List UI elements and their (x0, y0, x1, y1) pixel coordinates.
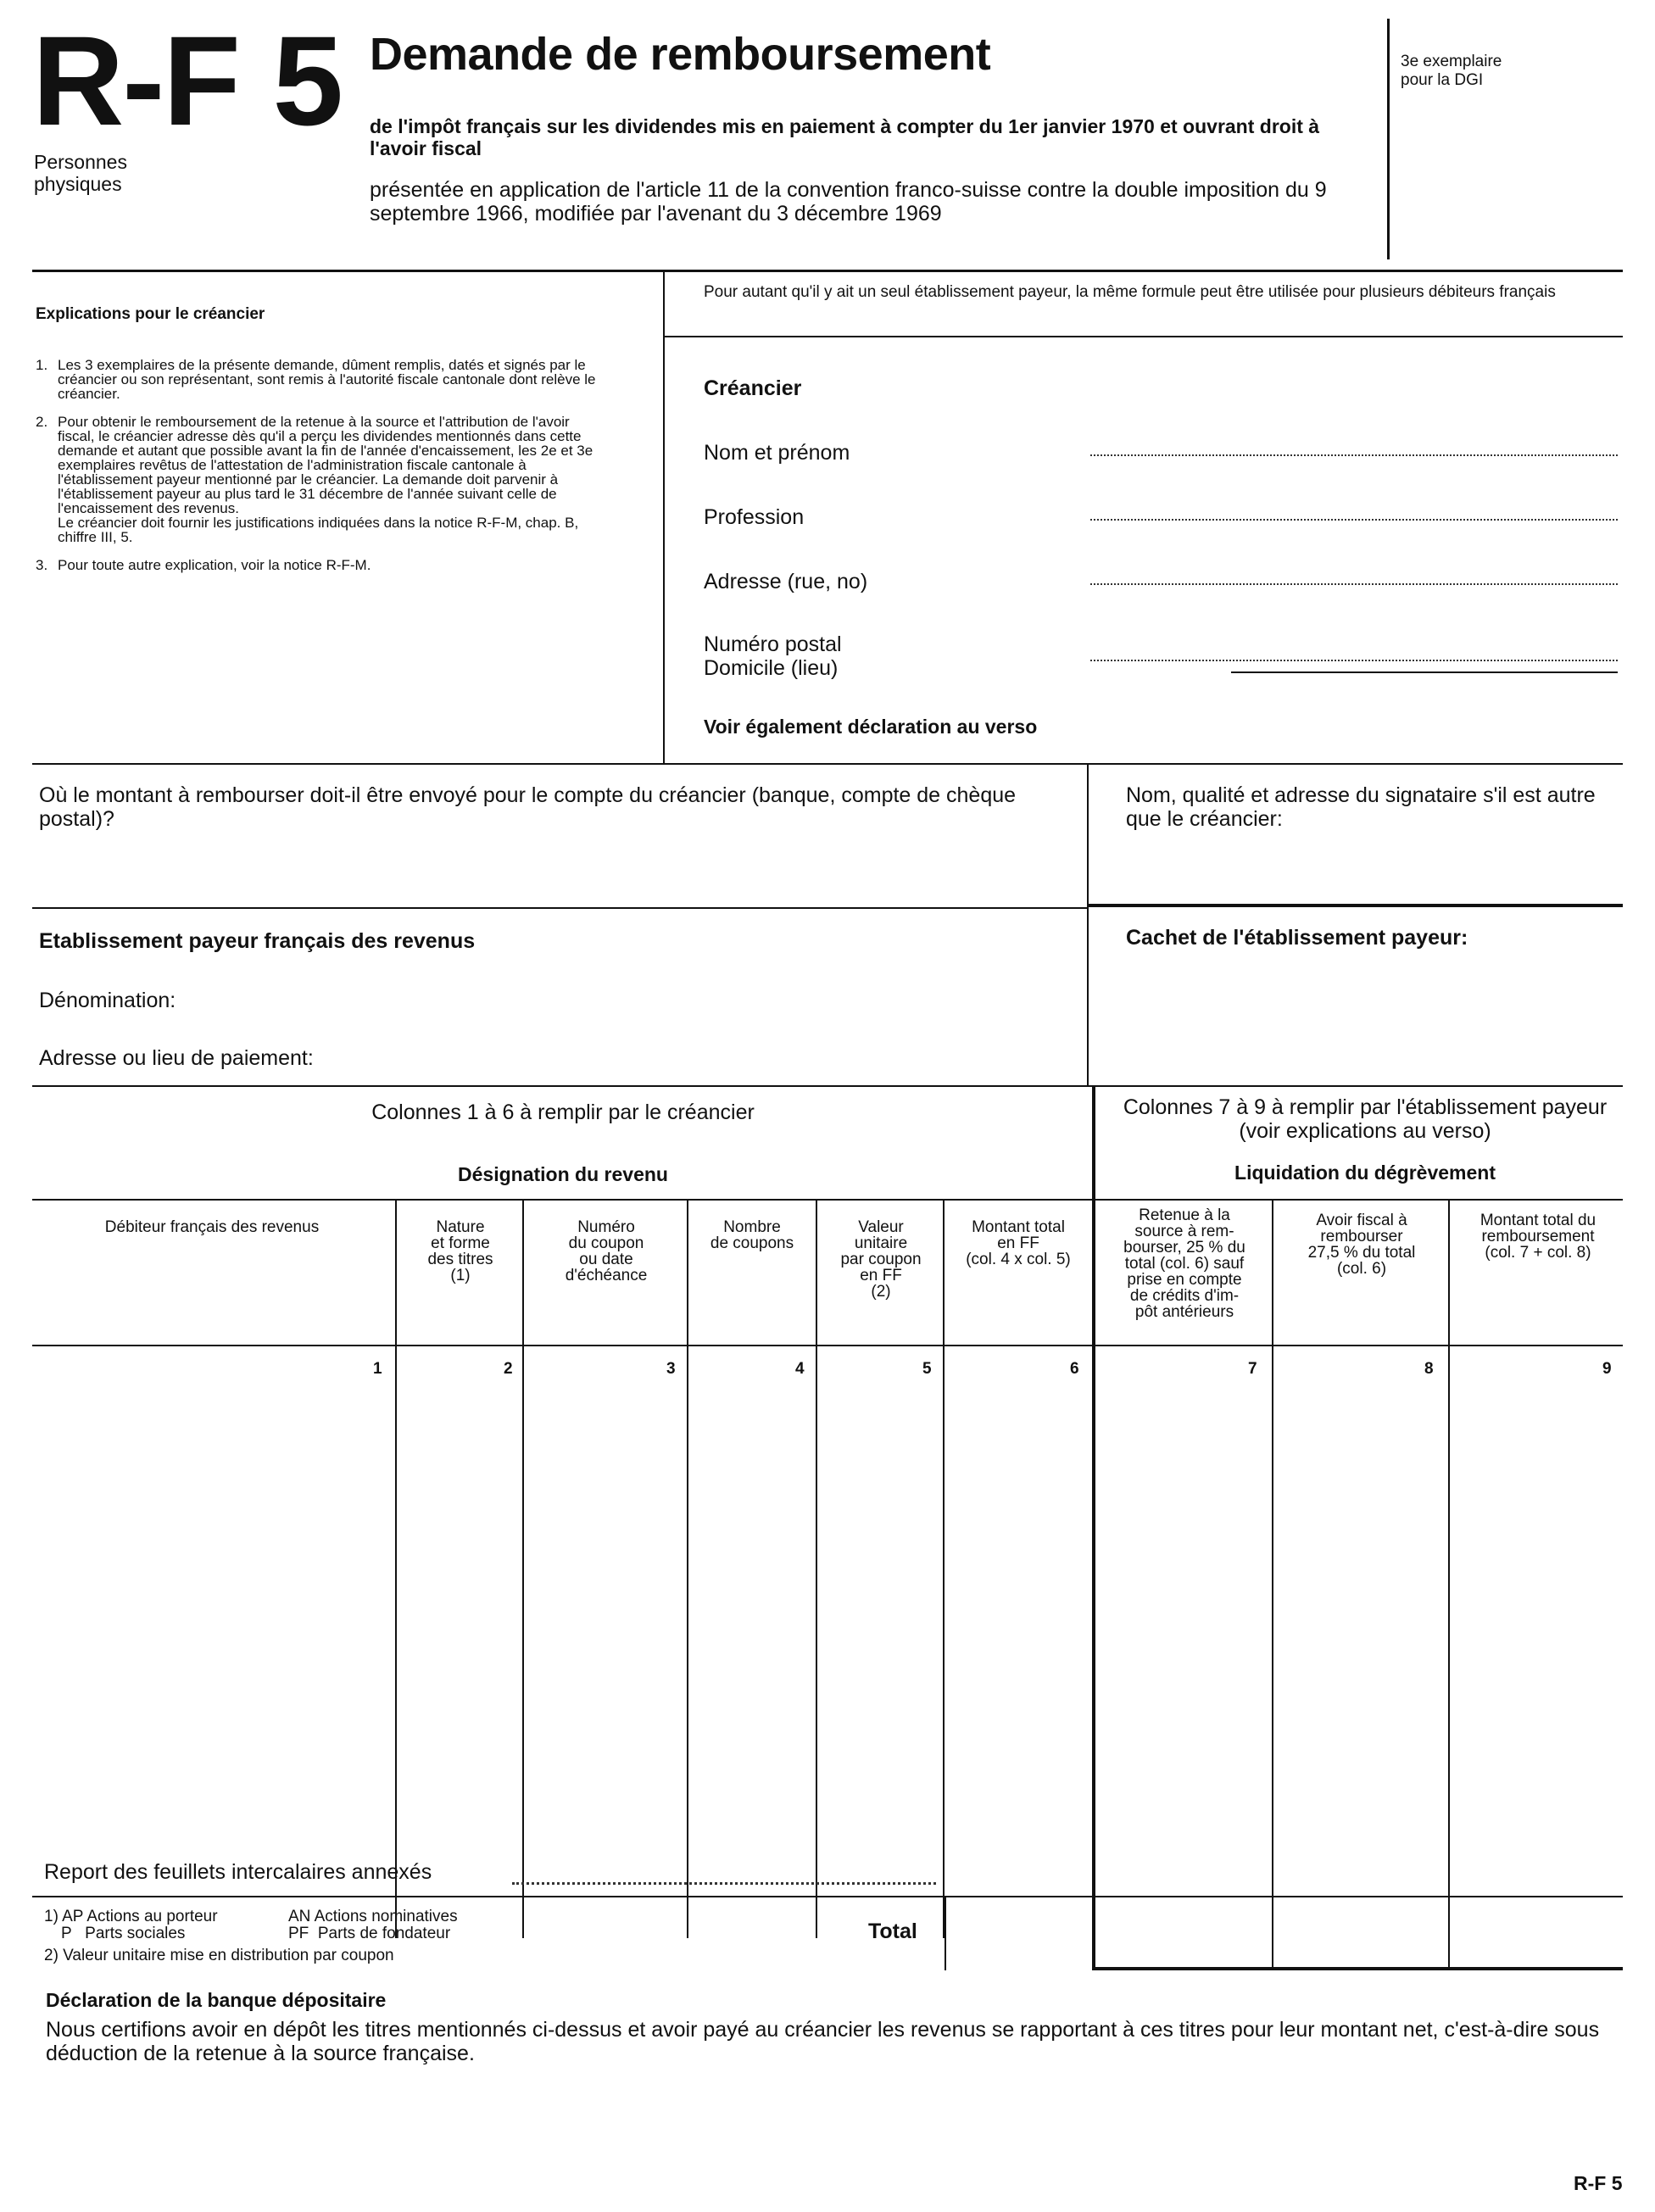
footnote-pf: PF Parts de fondateur (288, 1925, 451, 1942)
section-rule-1 (32, 763, 1623, 765)
col5-header: Valeur unitaire par coupon en FF (2) (840, 1218, 922, 1301)
profession-label: Profession (704, 505, 805, 529)
col8-number: 8 (1424, 1360, 1434, 1378)
section-rule-3 (32, 1085, 1623, 1087)
col4-header: Nombre de coupons (710, 1218, 794, 1252)
person-type: Personnes physiques (34, 151, 127, 195)
left-group-heading: Colonnes 1 à 6 à remplir par le créancier (371, 1100, 755, 1124)
section-rule-2 (32, 907, 1087, 909)
table-number-rule (32, 1345, 1623, 1346)
footer-code: R-F 5 (1574, 2172, 1623, 2194)
see-also-note: Voir également déclaration au verso (704, 716, 1038, 738)
col5-number: 5 (922, 1360, 932, 1378)
postal-domicile-field[interactable] (1090, 660, 1618, 661)
domicile-underline (1231, 671, 1618, 673)
col6-number: 6 (1070, 1360, 1079, 1378)
footnote-2: 2) Valeur unitaire mise en distribution par coupon (44, 1947, 394, 1964)
payment-divider (1087, 763, 1089, 1085)
form-presentation: présentée en application de l'article 11 de la convention franco-suisse contre la double imposition du 9 septembre 1966, modifiée par l'avenant du 3 décembre 1969 (370, 178, 1327, 226)
denomination-label: Dénomination: (39, 989, 176, 1012)
col8-header: Avoir fiscal à rembourser 27,5 % du total (col. 6) (1307, 1212, 1416, 1278)
establishment-heading: Etablissement payeur français des revenus (39, 929, 476, 953)
header-divider (1387, 19, 1390, 259)
col6-header: Montant total en FF (col. 4 x col. 5) (966, 1218, 1071, 1268)
header-rule (32, 270, 1623, 272)
explanation-item: 2. Pour obtenir le remboursement de la retenue à la source et l'attribution de l'avoir fiscal, le créancier adresse dès qu'il a perçu les dividendes mentionnés dans cette demande et autant que possible avant la fin de l'année d'encaissement, les 2e et 3e exemplaires revêtus de l'attestation de l'administration fiscale cantonale à l'établissement payeur mentionné par le créancier. La demande doit parvenir à l'établissement payeur au plus tard le 31 décembre de l'année suivant celle de l'encaissement des revenus. Le créancier doit fournir les justifications indiquées dans la notice R-F-M, chap. B, chiffre III, 5. (36, 414, 593, 545)
creditor-heading: Créancier (704, 376, 802, 400)
form-code: R-F 5 (32, 9, 342, 152)
address-label: Adresse (rue, no) (704, 570, 868, 593)
report-rule (32, 1896, 1623, 1897)
right-group-heading: Colonnes 7 à 9 à remplir par l'établissement payeur (voir explications au verso) (1123, 1095, 1608, 1143)
table-header-rule (32, 1199, 1623, 1201)
payment-destination-question: Où le montant à rembourser doit-il être envoyé pour le compte du créancier (banque, compte de chèque postal)? (39, 783, 1017, 831)
col1-header: Débiteur français des revenus (104, 1218, 320, 1236)
explanation-item: 1. Les 3 exemplaires de la présente demande, dûment remplis, datés et signés par le créancier ou son représentant, sont remis à l'autorité fiscale cantonale dont relève le créancier. (36, 357, 596, 402)
footnote-p: P Parts sociales (61, 1925, 186, 1942)
total-bottom-rule (1094, 1967, 1623, 1970)
creditor-note: Pour autant qu'il y ait un seul établissement payeur, la même formule peut être utilisée pour plusieurs débiteurs français (704, 283, 1556, 301)
payment-address-label: Adresse ou lieu de paiement: (39, 1046, 314, 1070)
col9-header: Montant total du remboursement (col. 7 + col. 8) (1479, 1212, 1596, 1262)
col-divider-total (945, 1896, 946, 1970)
col1-number: 1 (373, 1360, 382, 1378)
creditor-note-rule (663, 336, 1623, 337)
footnote-ap: 1) AP Actions au porteur (44, 1908, 218, 1925)
form-subtitle: de l'impôt français sur les dividendes mis en paiement à compter du 1er janvier 1970 et ouvrant droit à l'avoir fiscal (370, 115, 1320, 159)
col7-header: Retenue à la source à rem- bourser, 25 % du total (col. 6) sauf prise en compte de crédits d'im- pôt antérieurs (1123, 1206, 1245, 1321)
explanations-heading: Explications pour le créancier (36, 305, 265, 323)
col9-number: 9 (1602, 1360, 1612, 1378)
col2-number: 2 (504, 1360, 513, 1378)
explanation-item: 3. Pour toute autre explication, voir la notice R-F-M. (36, 557, 371, 573)
domicile-label: Domicile (lieu) (704, 656, 839, 680)
report-leader-dots (512, 1882, 936, 1885)
col2-header: Nature et forme des titres (1) (427, 1218, 493, 1284)
total-label: Total (868, 1919, 917, 1943)
col3-header: Numéro du coupon ou date d'échéance (565, 1218, 648, 1284)
col4-number: 4 (795, 1360, 805, 1378)
table-entry-area[interactable] (34, 1390, 1619, 1855)
left-subgroup-heading: Désignation du revenu (458, 1163, 668, 1185)
name-label: Nom et prénom (704, 441, 850, 465)
explanations-list (36, 358, 604, 586)
explanations-divider (663, 270, 665, 765)
profession-field[interactable] (1090, 519, 1618, 521)
declaration-heading: Déclaration de la banque dépositaire (46, 1989, 387, 2011)
section-rule-2-right (1087, 904, 1623, 907)
name-field[interactable] (1090, 454, 1618, 456)
copy-note: 3e exemplaire pour la DGI (1401, 53, 1502, 89)
signatory-label: Nom, qualité et adresse du signataire s'il est autre que le créancier: (1126, 783, 1596, 831)
report-label: Report des feuillets intercalaires annexés (44, 1860, 432, 1884)
address-field[interactable] (1090, 583, 1618, 585)
right-subgroup-heading: Liquidation du dégrèvement (1234, 1162, 1496, 1184)
footnote-an: AN Actions nominatives (288, 1908, 458, 1925)
postal-label: Numéro postal (704, 632, 842, 656)
col3-number: 3 (666, 1360, 676, 1378)
form-title: Demande de remboursement (370, 29, 991, 80)
declaration-text: Nous certifions avoir en dépôt les titres mentionnés ci-dessus et avoir payé au créancier les revenus se rapportant à ces titres pour leur montant net, c'est-à-dire sous déduction de la retenue à la source française. (46, 2018, 1600, 2065)
stamp-label: Cachet de l'établissement payeur: (1126, 926, 1468, 950)
col7-number: 7 (1248, 1360, 1257, 1378)
